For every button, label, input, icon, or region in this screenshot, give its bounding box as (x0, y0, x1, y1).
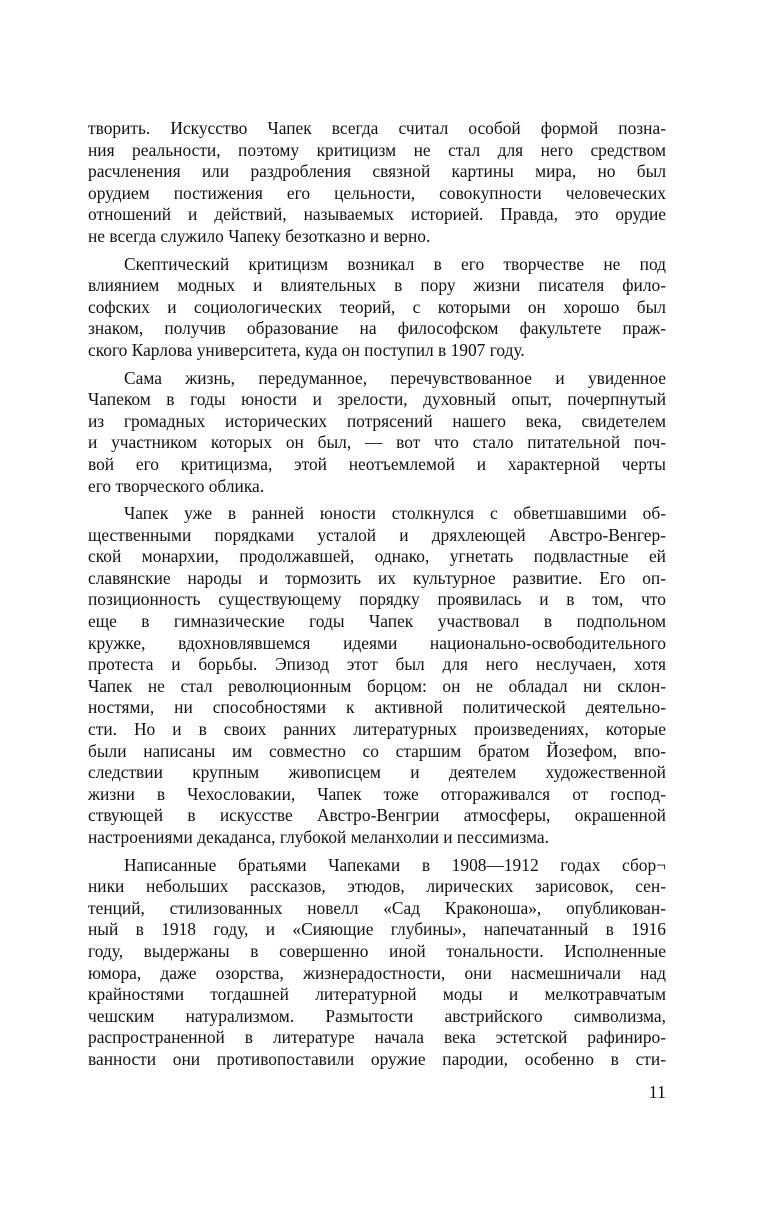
page-number: 11 (648, 1082, 666, 1102)
text-line: еще в гимназические годы Чапек участвовал в подпольном (88, 611, 666, 632)
text-line: и участником которых он был, — вот что стало питательной поч- (88, 432, 666, 453)
text-line: распространенной в литературе начала века эстетской рафиниро- (88, 1027, 666, 1048)
text-line: расчленения или раздробления связной картины мира, но был (88, 161, 666, 182)
text-line: позиционность существующему порядку проявилась и в том, что (88, 589, 666, 610)
text-line: сти. Но и в своих ранних литературных произведениях, которые (88, 719, 666, 740)
text-line: ния реальности, поэтому критицизм не стал для него средством (88, 139, 666, 160)
text-line: кружке, вдохновлявшемся идеями национально-освободительного (88, 632, 666, 653)
text-line: настроениями декаданса, глубокой меланхолии и пессимизма. (88, 827, 550, 847)
text-line: Написанные братьями Чапеками в 1908—1912 годах сбор¬ (124, 854, 666, 875)
text-line: ный в 1918 году, и «Сияющие глубины», напечатанный в 1916 (88, 919, 666, 940)
text-line: юмора, даже озорства, жизнерадостности, они насмешничали над (88, 962, 666, 983)
text-line: знаком, получив образование на философском факультете праж- (88, 318, 666, 339)
text-line: из громадных исторических потрясений нашего века, свидетелем (88, 410, 666, 431)
text-line: были написаны им совместно со старшим братом Йозефом, впо- (88, 740, 666, 761)
text-line: протеста и борьбы. Эпизод этот был для него неслучаен, хотя (88, 654, 666, 675)
text-line: не всегда служило Чапеку безотказно и верно. (88, 225, 431, 246)
text-line: Скептический критицизм возникал в его творчестве не под (124, 253, 666, 274)
text-line: его творческого облика. (88, 475, 265, 496)
text-line: крайностями тогдашней литературной моды и мелкотравчатым (88, 984, 666, 1005)
text-line: ской монархии, продолжавшей, однако, угнетать подвластные ей (88, 546, 666, 567)
text-line: чешским натурализмом. Размытости австрийского символизма, (88, 1005, 666, 1026)
text-line: ского Карлова университета, куда он поступил в 1907 году. (88, 339, 525, 360)
text-line: ностями, ни способностями к активной политической деятельно- (88, 697, 666, 718)
text-line: Сама жизнь, передуманное, перечувствованное и увиденное (124, 367, 666, 388)
text-line: ники небольших рассказов, этюдов, лирических зарисовок, сен- (88, 876, 666, 897)
text-line: софских и социологических теорий, с которыми он хорошо был (88, 296, 666, 317)
text-line: году, выдержаны в совершенно иной тональности. Исполненные (88, 940, 666, 961)
text-line: тенций, стилизованных новелл «Сад Краконоша», опубликован- (88, 897, 666, 918)
page-text (88, 118, 666, 1071)
text-line: следствии крупным живописцем и деятелем художественной (88, 762, 666, 783)
text-line: Чапек не стал революционным борцом: он не обладал ни склон- (88, 675, 666, 696)
text-line: творить. Искусство Чапек всегда считал особой формой позна- (88, 118, 666, 138)
text-line: жизни в Чехословакии, Чапек тоже отгораживался от господ- (88, 783, 666, 804)
paragraph (88, 254, 666, 362)
paragraph (88, 368, 666, 498)
text-line: славянские народы и тормозить их культурное развитие. Его оп- (88, 567, 666, 588)
text-line: Чапек уже в ранней юности столкнулся с обветшавшими об- (124, 503, 666, 524)
paragraph (88, 503, 666, 849)
text-line: отношений и действий, называемых историей. Правда, это орудие (88, 204, 666, 225)
text-line: Чапеком в годы юности и зрелости, духовный опыт, почерпнутый (88, 389, 666, 410)
text-line: щественными порядками усталой и дряхлеющей Австро-Венгер- (88, 524, 666, 545)
text-line: влиянием модных и влиятельных в пору жизни писателя фило- (88, 275, 666, 296)
text-line: орудием постижения его цельности, совокупности человеческих (88, 182, 666, 203)
text-line: ванности они противопоставили оружие пародии, особенно в сти- (88, 1048, 666, 1069)
paragraph (88, 855, 666, 1071)
text-line: ствующей в искусстве Австро-Венгрии атмосферы, окрашенной (88, 805, 666, 826)
text-line: вой его критицизма, этой неотъемлемой и характерной черты (88, 453, 666, 474)
paragraph (88, 118, 666, 248)
